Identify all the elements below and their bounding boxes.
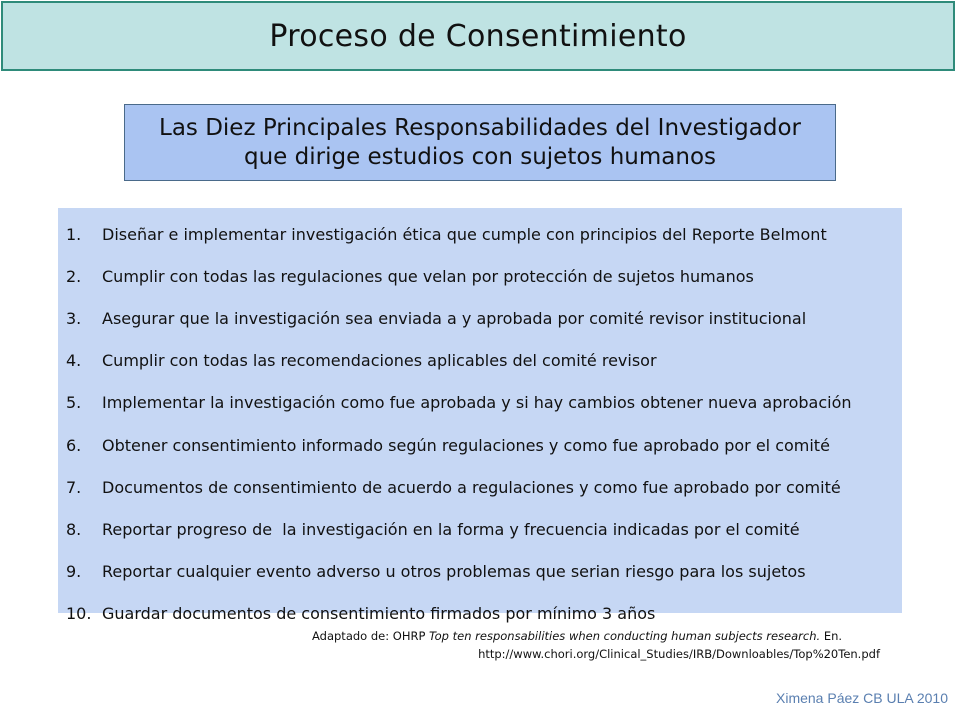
title-bar <box>1 1 955 71</box>
citation-title: Top ten responsabilities when conducting human subjects research. <box>429 629 821 643</box>
subtitle-box <box>124 104 836 181</box>
list-item-number: 5. <box>66 393 82 413</box>
list-item <box>66 255 894 297</box>
list-item-text: Implementar la investigación como fue aprobada y si hay cambios obtener nueva aprobación <box>102 393 852 413</box>
list-item-number: 3. <box>66 308 82 328</box>
list-item-text: Guardar documentos de consentimiento firmados por mínimo 3 años <box>102 604 656 624</box>
list-item <box>66 508 894 550</box>
list-item-number: 1. <box>66 224 82 244</box>
list-item-text: Cumplir con todas las regulaciones que velan por protección de sujetos humanos <box>102 266 754 286</box>
list-item-text: Reportar progreso de la investigación en la forma y frecuencia indicadas por el comité <box>102 519 800 539</box>
list-item-number: 7. <box>66 477 82 497</box>
page-title: Proceso de Consentimiento <box>269 18 687 54</box>
list-item-text: Asegurar que la investigación sea enviada a y aprobada por comité revisor institucional <box>102 308 807 328</box>
list-item-number: 8. <box>66 519 82 539</box>
list-item-text: Obtener consentimiento informado según regulaciones y como fue aprobado por el comité <box>102 435 830 455</box>
list-item-text: Cumplir con todas las recomendaciones aplicables del comité revisor <box>102 351 657 371</box>
list-item <box>66 382 894 424</box>
citation-prefix: Adaptado de: OHRP <box>312 629 430 643</box>
list-item-number: 10. <box>66 604 92 624</box>
list-item-text: Reportar cualquier evento adverso u otros problemas que serian riesgo para los sujetos <box>102 562 806 582</box>
list-item-number: 9. <box>66 562 82 582</box>
subtitle-line-2: que dirige estudios con sujetos humanos <box>244 143 716 170</box>
list-item <box>66 424 894 466</box>
list-item-number: 2. <box>66 266 82 286</box>
list-item-number: 6. <box>66 435 82 455</box>
list-item <box>66 340 894 382</box>
responsibilities-list <box>58 208 902 624</box>
list-item <box>66 551 894 593</box>
list-item <box>66 297 894 339</box>
list-item <box>66 466 894 508</box>
list-item-text: Documentos de consentimiento de acuerdo a regulaciones y como fue aprobado por comité <box>102 477 841 497</box>
list-item <box>66 213 894 255</box>
subtitle-line-1: Las Diez Principales Responsabilidades del Investigador <box>159 114 801 141</box>
list-item-number: 4. <box>66 351 82 371</box>
source-citation <box>280 627 880 663</box>
author-credit: Ximena Páez CB ULA 2010 <box>776 690 948 706</box>
list-item-text: Diseñar e implementar investigación ética que cumple con principios del Reporte Belmont <box>102 224 827 244</box>
citation-suffix: En. <box>820 629 843 643</box>
citation-url: http://www.chori.org/Clinical_Studies/IRB/Downloables/Top%20Ten.pdf <box>478 647 880 661</box>
citation-text <box>280 627 880 645</box>
